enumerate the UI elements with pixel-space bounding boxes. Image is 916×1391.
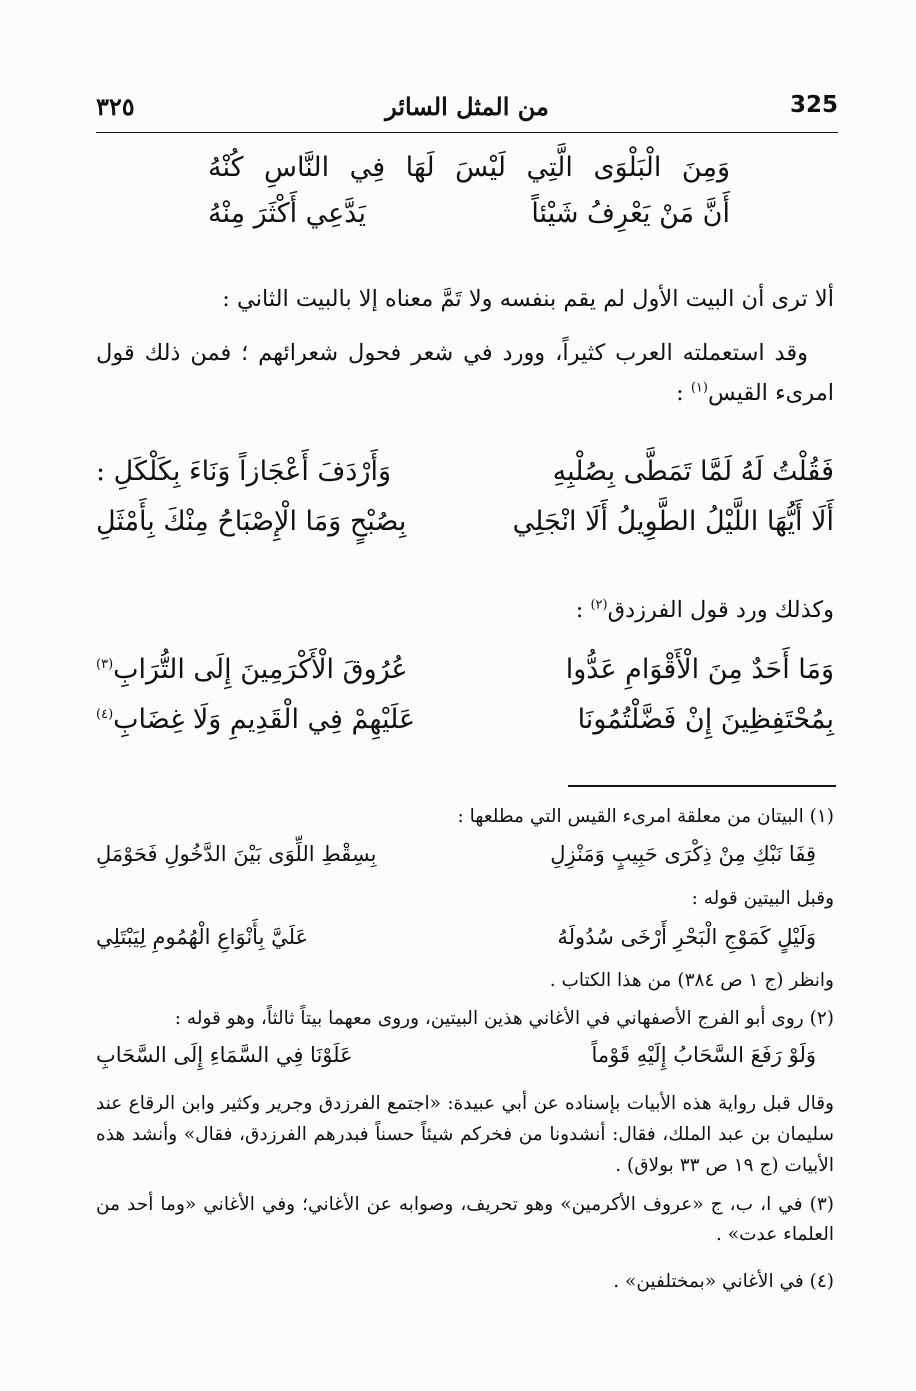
page-number-latin: 325 (789, 92, 838, 118)
verse3-line1-left-wrap (96, 654, 408, 685)
footnote-ref-3: (٣) (96, 657, 114, 672)
footnote-ref-4: (٤) (96, 707, 114, 722)
footnote-ref-1: (١) (690, 380, 708, 396)
verse3-line2-right: بِمُحْتَفِظِينَ إِنْ فَضَّلْتُمُونَا (577, 704, 834, 735)
paragraph-3-tail: : (575, 597, 591, 623)
footnote-1-verse (96, 842, 816, 876)
paragraph-3 (96, 590, 834, 630)
footnote-ref-2: (٢) (590, 597, 608, 613)
verse3-line1 (96, 654, 834, 700)
paragraph-3-text: وكذلك ورد قول الفرزدق (607, 597, 834, 623)
paragraph-2-text: وقد استعملته العرب كثيراً، وورد في شعر فحول شعرائهم ؛ فمن ذلك قول امرىء القيس (96, 340, 834, 406)
verse2-line2 (96, 506, 834, 552)
verse2-line2-left: بِصُبْحٍ وَمَا الْإِصْبَاحُ مِنْكَ بِأَمْثَلِ (96, 506, 407, 537)
paragraph-1: ألا ترى أن البيت الأول لم يقم بنفسه ولا تَمَّ معناه إلا بالبيت الثاني : (222, 286, 834, 312)
verse2-line1 (96, 456, 834, 502)
footnote-1-before: وقبل البيتين قوله : (691, 888, 834, 909)
verse1-line1 (208, 152, 730, 198)
verse3-line1-right: وَمَا أَحَدٌ مِنَ الْأَقْوَامِ عَدُّوا (565, 654, 834, 685)
verse1-line1-text: وَمِنَ الْبَلْوَى الَّتِي لَيْسَ لَهَا فِي النَّاسِ كُنْهُ (208, 152, 730, 183)
footnote-1-reference: وانظر (ج ١ ص ٣٨٤) من هذا الكتاب . (549, 970, 834, 991)
footnote-1-verse2-right: وَلَيْلٍ كَمَوْجِ الْبَحْرِ أَرْخَى سُدُولَهُ (557, 925, 816, 949)
running-title: من المثل السائر (385, 92, 549, 121)
verse3-line2-left-wrap (96, 704, 415, 735)
paragraph-2-tail: : (676, 380, 691, 406)
page-number-arabic: ٣٢٥ (96, 92, 135, 121)
footnote-2-verse-left: عَلَوْنَا فِي السَّمَاءِ إِلَى السَّحَابِ (96, 1043, 353, 1067)
footnote-2-text: وقال قبل رواية هذه الأبيات بإسناده عن أبي عبيدة: «اجتمع الفرزدق وجرير وكثير وابن الرقاع عند سليمان بن عبد الملك، فقال: أنشدونا من فخركم شيئاً حسناً فبدرهم الفرزدق، فقال» وأنشد هذه الأبيات (ج ١٩ ص ٣٣ بولاق) . (96, 1093, 834, 1176)
verse1-line2-left: يَدَّعِي أَكْثَرَ مِنْهُ (208, 198, 366, 229)
header-rule (96, 132, 838, 133)
footnote-2-verse (96, 1043, 816, 1077)
verse1-line2 (208, 198, 730, 244)
footnote-3-text: (٣) في ا، ب، ج «عروف الأكرمين» وهو تحريف، وصوابه عن الأغاني؛ وفي الأغاني «وما أحد من العلماء عدت» . (96, 1194, 834, 1245)
page-header (96, 92, 838, 132)
footnote-2-intro: (٢) روى أبو الفرج الأصفهاني في الأغاني هذين البيتين، وروى معهما بيتاً ثالثاً، وهو قوله : (174, 1008, 834, 1029)
footnote-rule (568, 785, 836, 787)
verse2-line2-right: أَلَا أَيُّهَا اللَّيْلُ الطَّوِيلُ أَلَا انْجَلِي (512, 506, 834, 537)
footnote-1-verse-left: بِسِقْطِ اللِّوَى بَيْنَ الدَّخُولِ فَحَوْمَلِ (96, 842, 377, 866)
verse3-line1-left: عُرُوقَ الْأَكْرَمِينَ إِلَى التُّرَابِ (113, 654, 408, 685)
footnote-1-verse-right: قِفَا نَبْكِ مِنْ ذِكْرَى حَبِيبٍ وَمَنْزِلِ (550, 842, 816, 866)
verse3-line2-left: عَلَيْهِمْ فِي الْقَدِيمِ وَلَا غِضَابِ (113, 704, 416, 735)
verse3-line2 (96, 704, 834, 750)
verse1-line2-right: أَنَّ مَنْ يَعْرِفُ شَيْئاً (531, 198, 730, 229)
verse2-line1-left: وَأَرْدَفَ أَعْجَازاً وَنَاءَ بِكَلْكَلِ : (96, 456, 392, 487)
footnote-4-text: (٤) في الأغاني «بمختلفين» . (613, 1271, 834, 1292)
paragraph-2 (96, 333, 834, 413)
footnote-1-verse2-left: عَلَيَّ بِأَنْوَاعِ الْهُمُومِ لِيَبْتَلِي (96, 925, 309, 949)
footnote-1-verse-2 (96, 925, 816, 959)
footnote-2-verse-right: وَلَوْ رَفَعَ السَّحَابُ إِلَيْهِ قَوْماً (591, 1043, 816, 1067)
footnote-1-intro: (١) البيتان من معلقة امرىء القيس التي مطلعها : (457, 806, 834, 827)
verse2-line1-right: فَقُلْتُ لَهُ لَمَّا تَمَطَّى بِصُلْبِهِ (552, 456, 834, 487)
